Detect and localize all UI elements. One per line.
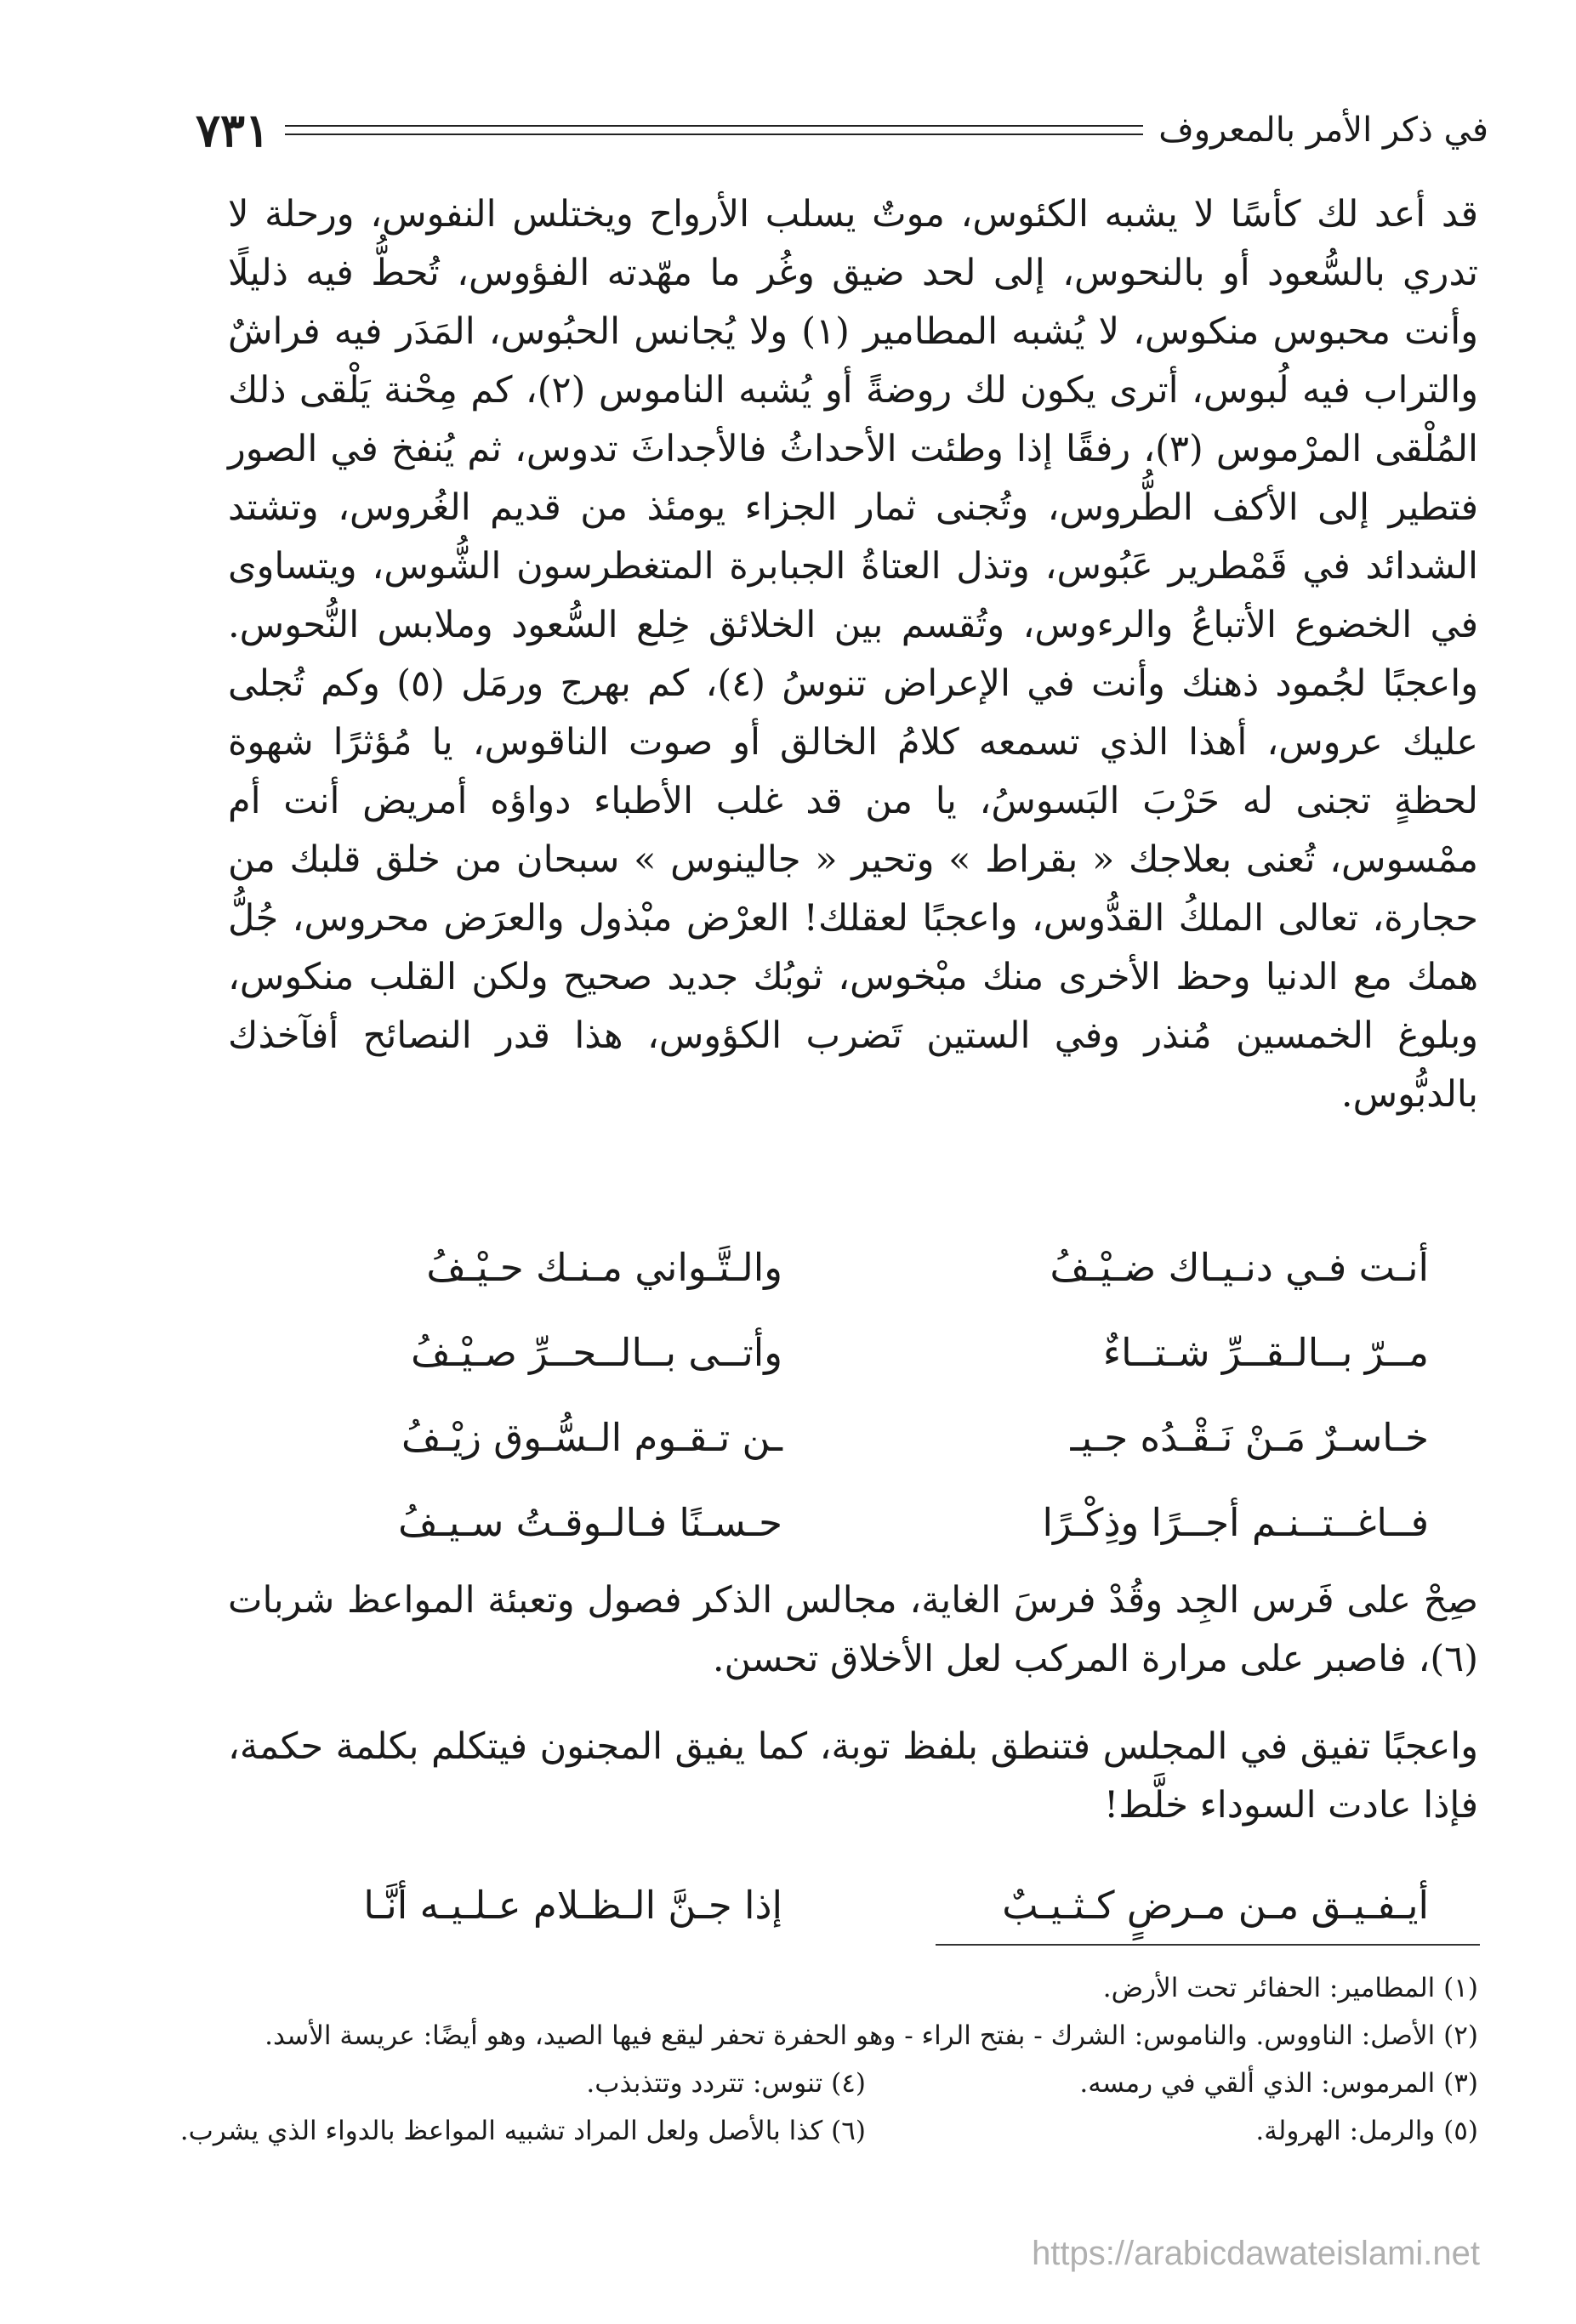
page-header [196,100,1488,160]
watermark-url: https://arabicdawateislami.net [1032,2235,1480,2272]
footnote-row [228,2060,1478,2107]
verse-right-hemistich: مــرّ بــالـقــرِّ شـتــاءٌ [1102,1329,1429,1375]
verse-right-hemistich: أنـت فـي دنـيـاك ضـيْـفُ [1050,1244,1429,1290]
footnote-2: (٢) الأصل: الناووس. والناموس: الشرك - بفتح الراء - وهو الحفرة تحفر ليقع فيها الصيد، وهو أيضًا: عريسة الأسد. [265,2020,1478,2051]
footnote-row [228,1964,1478,2012]
paragraph-text: صِحْ على فَرس الجِد وقُدْ فرسَ الغاية، مجالس الذكر فصول وتعبئة المواعظ شربات (٦)، فاصبر على مرارة المركب لعل الأخلاق تحسن. [228,1579,1478,1680]
poem-stanza [255,1225,1429,1565]
verse-line [255,1862,1429,1947]
footnote-separator [936,1944,1480,1946]
verse-right-hemistich: فــاغــتــنـم أجــرًا وذِكْـرًا [1042,1499,1429,1545]
verse-line [255,1310,1429,1395]
verse-left-hemistich: إذا جـنَّ الـظـلام عـلـيـه أنَّـا [363,1882,782,1928]
running-title: في ذكر الأمر بالمعروف [1158,111,1488,150]
header-rule [285,125,1143,135]
footnotes [179,1964,1478,2155]
paragraph-text: واعجبًا تفيق في المجلس فتنطق بلفظ توبة، كما يفيق المجنون فيتكلم بكلمة حكمة، فإذا عادت السوداء خلَّط! [228,1725,1478,1827]
verse-left-hemistich: والـتَّـواني مـنـك حـيْـفُ [426,1244,782,1290]
closing-verse [255,1862,1429,1947]
verse-line [255,1480,1429,1565]
verse-left-hemistich: حـسـنًا فـالـوقـتُ سـيـفُ [398,1499,782,1545]
paragraph-3 [228,1718,1478,1835]
footnote-4: (٤) تنوس: تتردد وتتذبذب. [586,2068,866,2099]
verse-left-hemistich: ـن تـقـوم الـسُّـوق زيْـفُ [401,1414,782,1460]
verse-line [255,1225,1429,1310]
footnote-row [228,2012,1478,2060]
paragraph-text: قد أعد لك كأسًا لا يشبه الكئوس، موتٌ يسلب الأرواح ويختلس النفوس، ورحلة لا تدري بالسُّعود أو بالنحوس، إلى لحد ضيق وغُر ما مهّدته الفؤوس، تُحطُّ فيه ذليلًا وأنت محبوس منكوس، لا يُشبه المطامير (١) ولا يُجانس الحبُوس، المَدَر فيه فراشٌ والتراب فيه لُبوس، أترى يكون لك روضةً أو يُشبه الناموس (٢)، كم مِحْنة يَلْقى ذلك المُلْقى المرْموس (٣)، رفقًا إذا وطئت الأحداثُ فالأجداثَ تدوس، ثم يُنفخ في الصور فتطير إلى الأكف الطُّروس، وتُجنى ثمار الجزاء يومئذ من قديم الغُروس، وتشتد الشدائد في قَمْطرير عَبُوس، وتذل العتاةُ الجبابرة المتغطرسون الشُّوس، ويتساوى في الخضوع الأتباعُ والرءوس، وتُقسم بين الخلائق خِلع السُّعود وملابس النُّحوس. واعجبًا لجُمود ذهنك وأنت في الإعراض تنوسُ (٤)، كم بهرج ورمَل (٥) وكم تُجلى عليك عروس، أهذا الذي تسمعه كلامُ الخالق أو صوت الناقوس، يا مُؤثرًا شهوة لحظةٍ تجنى له حَرْبَ البَسوسُ، يا من قد غلب الأطباء دواؤه أمريض أنت أم ممْسوس، تُعنى بعلاجك « بقراط » وتحير « جالينوس » سبحان من خلق قلبك من حجارة، تعالى الملكُ القدُّوس، واعجبًا لعقلك! العرْض مبْذول والعرَض محروس، جُلُّ همك مع الدنيا وحظ الأخرى منك مبْخوس، ثوبُك جديد صحيح ولكن القلب منكوس، وبلوغ الخمسين مُنذر وفي الستين تَضرب الكؤوس، هذا قدر النصائح أفآخذك بالدبُّوس. [228,193,1478,1116]
footnote-row [179,2107,1478,2155]
verse-line [255,1395,1429,1480]
page-number: ٧٣١ [196,103,270,157]
paragraph-2 [228,1571,1478,1689]
footnote-1: (١) المطامير: الحفائر تحت الأرض. [1102,1973,1478,2003]
verse-right-hemistich: خـاسـرٌ مَـنْ نَـقْـدُه جـيـ [1070,1414,1429,1460]
paragraph-1 [228,185,1478,1124]
footnote-6: (٦) كذا بالأصل ولعل المراد تشبيه المواعظ بالدواء الذي يشرب. [179,2116,866,2146]
footnote-5: (٥) والرمل: الهرولة. [1255,2116,1478,2146]
verse-right-hemistich: أيـفـيـق مـن مـرضٍ كـثـيـبٌ [1002,1882,1429,1928]
footnote-3: (٣) المرموس: الذي ألقي في رمسه. [1079,2068,1478,2099]
verse-left-hemistich: وأتــى بــالــحــرِّ صـيْـفُ [411,1329,782,1375]
